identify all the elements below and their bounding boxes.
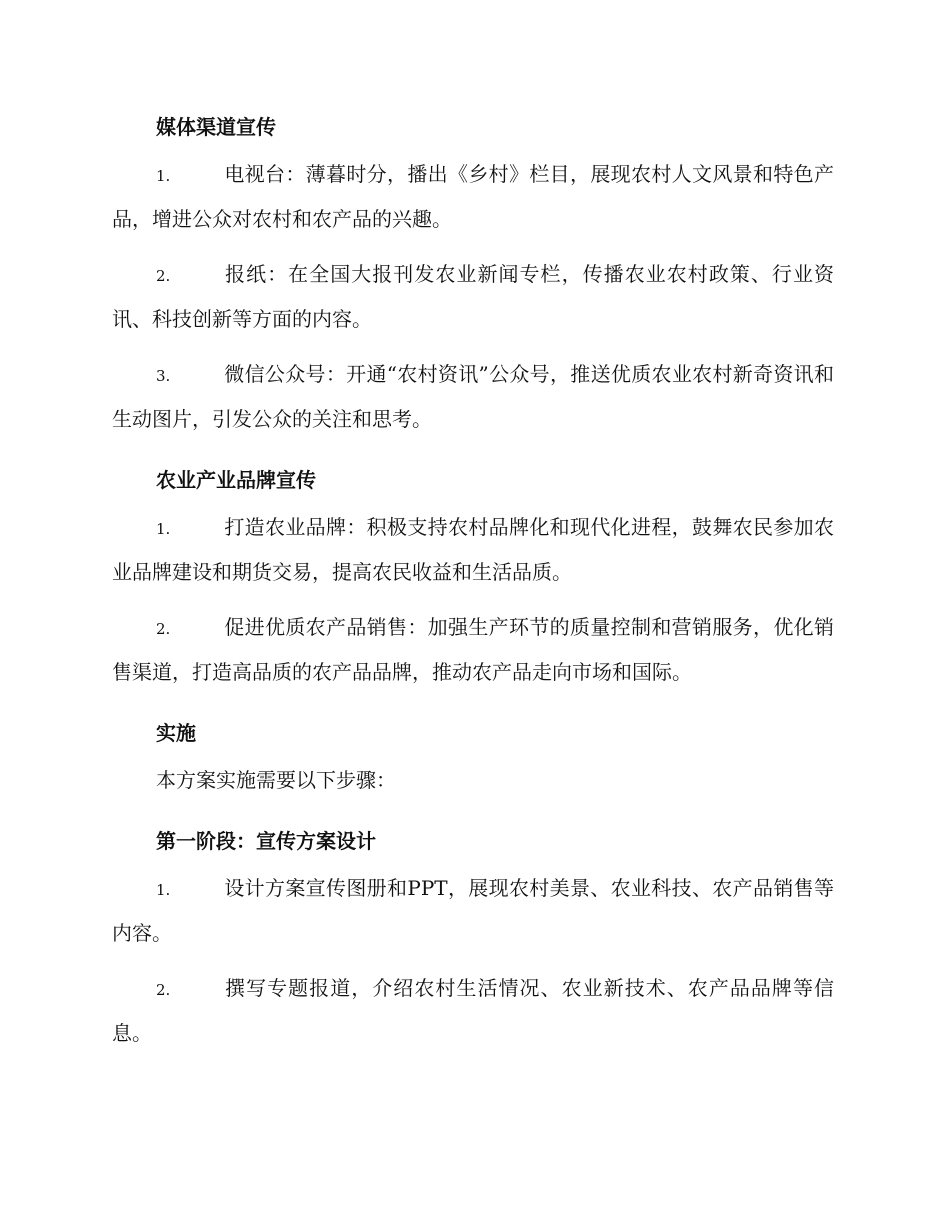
list-text: 报纸：在全国大报刊发农业新闻专栏，传播农业农村政策、行业资讯、科技创新等方面的内容。 bbox=[112, 262, 834, 331]
list-number: 3. bbox=[156, 367, 171, 385]
section-heading-implementation: 实施 bbox=[156, 720, 196, 745]
list-text: 打造农业品牌：积极支持农村品牌化和现代化进程，鼓舞农民参加农业品牌建设和期货交易，提高农民收益和生活品质。 bbox=[112, 515, 834, 584]
list-number: 2. bbox=[156, 267, 171, 285]
list-number: 1. bbox=[156, 520, 171, 538]
list-item bbox=[112, 353, 834, 441]
list-number: 2. bbox=[156, 981, 171, 999]
stage-heading: 第一阶段：宣传方案设计 bbox=[156, 828, 376, 853]
list-text: 撰写专题报道，介绍农村生活情况、农业新技术、农产品品牌等信息。 bbox=[112, 976, 834, 1045]
list-item bbox=[112, 253, 834, 341]
list-text: 促进优质农产品销售：加强生产环节的质量控制和营销服务，优化销售渠道，打造高品质的农产品品牌，推动农产品走向市场和国际。 bbox=[112, 615, 834, 684]
list-item bbox=[112, 506, 834, 594]
list-text: 电视台：薄暮时分，播出《乡村》栏目，展现农村人文风景和特色产品，增进公众对农村和农产品的兴趣。 bbox=[112, 162, 834, 231]
list-text: 设计方案宣传图册和PPT，展现农村美景、农业科技、农产品销售等内容。 bbox=[112, 876, 834, 945]
section-heading-brand: 农业产业品牌宣传 bbox=[156, 467, 316, 492]
document-body bbox=[112, 100, 834, 1067]
list-item bbox=[112, 153, 834, 241]
list-number: 1. bbox=[156, 167, 171, 185]
list-number: 2. bbox=[156, 620, 171, 638]
list-number: 1. bbox=[156, 881, 171, 899]
intro-paragraph: 本方案实施需要以下步骤： bbox=[156, 768, 396, 792]
list-item bbox=[112, 967, 834, 1055]
section-heading-media: 媒体渠道宣传 bbox=[156, 114, 276, 139]
list-item bbox=[112, 606, 834, 694]
list-text: 微信公众号：开通“农村资讯”公众号，推送优质农业农村新奇资讯和生动图片，引发公众的关注和思考。 bbox=[112, 362, 834, 431]
list-item bbox=[112, 867, 834, 955]
